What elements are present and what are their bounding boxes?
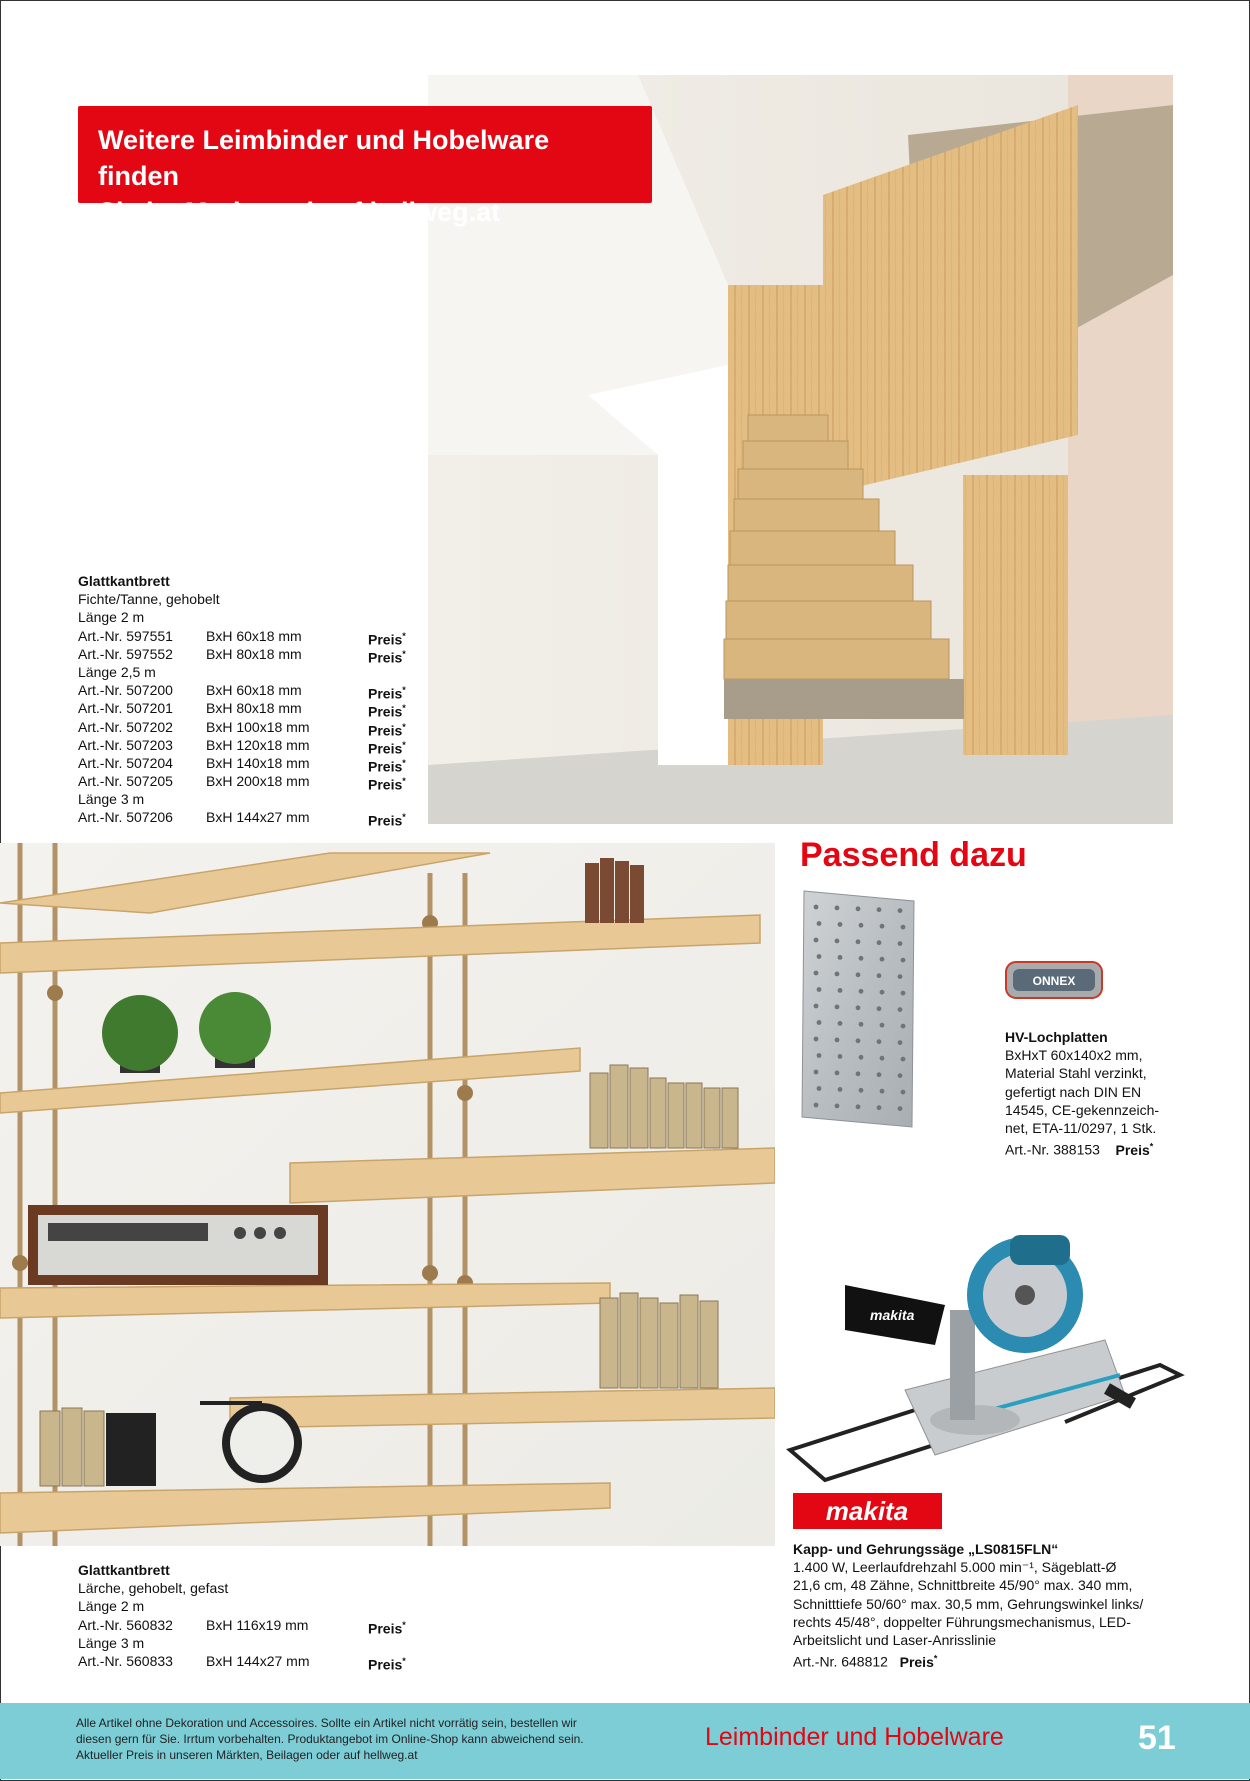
article-row	[78, 772, 428, 793]
saw-line-5: Arbeitslicht und Laser-Anrisslinie	[793, 1632, 997, 1649]
shelf-photo	[0, 843, 775, 1546]
hv-art-row	[1005, 1137, 1205, 1159]
hv-lochplatten-spec	[1005, 1028, 1205, 1159]
article-number: Art.-Nr. 560832	[78, 1616, 173, 1633]
passend-dazu-heading: Passend dazu	[800, 836, 1027, 874]
product-title: Kapp- und Gehrungssäge „LS0815FLN“	[793, 1541, 1059, 1557]
article-number: Art.-Nr. 507206	[78, 809, 173, 826]
length-label: Länge 2,5 m	[78, 663, 156, 680]
article-number: Art.-Nr. 507202	[78, 718, 173, 735]
article-number: Art.-Nr. 507205	[78, 773, 173, 790]
length-heading	[78, 790, 428, 808]
article-number: Art.-Nr. 648812	[793, 1653, 888, 1670]
dimensions: BxH 80x18 mm	[206, 645, 302, 662]
article-row	[78, 718, 428, 739]
dimensions: BxH 140x18 mm	[206, 754, 310, 771]
article-number: Art.-Nr. 507204	[78, 754, 173, 771]
disclaimer-line-3: Aktueller Preis in unseren Märkten, Beilagen oder auf hellweg.at	[76, 1748, 418, 1762]
banner-line-2: Sie im Markt und auf hellweg.at	[98, 197, 501, 227]
product-description: Fichte/Tanne, gehobelt	[78, 591, 220, 608]
article-number: Art.-Nr. 597552	[78, 645, 173, 662]
page-footer	[0, 1703, 1250, 1779]
onnex-logo	[1005, 961, 1103, 999]
article-row	[78, 808, 428, 830]
dimensions: BxH 60x18 mm	[206, 627, 302, 644]
article-number: Art.-Nr. 388153	[1005, 1141, 1100, 1158]
makita-logo-text: makita	[825, 1496, 909, 1526]
article-number: Art.-Nr. 507203	[78, 736, 173, 753]
hv-line-5: net, ETA-11/0297, 1 Stk.	[1005, 1120, 1157, 1137]
dimensions: BxH 60x18 mm	[206, 682, 302, 699]
onnex-logo-text: ONNEX	[1032, 974, 1076, 988]
saw-line-2: 21,6 cm, 48 Zähne, Schnittbreite 45/90° max. 340 mm,	[793, 1577, 1133, 1594]
hv-line-4: 14545, CE-gekennzeich-	[1005, 1101, 1160, 1118]
hv-line-3: gefertigt nach DIN EN	[1005, 1083, 1142, 1100]
saw-line-3: Schnitttiefe 50/60° max. 30,5 mm, Gehrungswinkel links/	[793, 1595, 1144, 1612]
product-title: Glattkantbrett	[78, 573, 170, 589]
length-heading	[78, 608, 428, 626]
article-number: Art.-Nr. 597551	[78, 627, 173, 644]
footer-disclaimer	[76, 1715, 676, 1763]
product-rows	[78, 608, 428, 830]
dimensions: BxH 100x18 mm	[206, 718, 310, 735]
length-label: Länge 2 m	[78, 1598, 145, 1615]
price-label: Preis*	[368, 630, 406, 648]
article-row	[78, 1652, 428, 1673]
dimensions: BxH 120x18 mm	[206, 736, 310, 753]
saw-bag-text: makita	[870, 1307, 915, 1323]
article-row	[78, 736, 428, 757]
disclaimer-line-2: diesen gern für Sie. Irrtum vorbehalten. Produktangebot im Online-Shop kann abweichend sein.	[76, 1732, 584, 1746]
price-label: Preis*	[368, 648, 406, 666]
price-label: Preis*	[368, 1655, 406, 1673]
price-label: Preis*	[899, 1653, 938, 1670]
perforated-plate-image	[800, 887, 918, 1132]
length-heading	[78, 1597, 428, 1615]
length-label: Länge 3 m	[78, 1634, 145, 1651]
dimensions: BxH 116x19 mm	[206, 1616, 309, 1633]
price-label: Preis*	[1115, 1141, 1154, 1158]
page-number: 51	[1138, 1719, 1176, 1757]
article-row	[78, 699, 428, 720]
miter-saw-spec	[793, 1540, 1193, 1671]
product-rows	[78, 1597, 428, 1673]
dimensions: BxH 200x18 mm	[206, 773, 310, 790]
article-number: Art.-Nr. 507200	[78, 682, 173, 699]
hv-line-2: Material Stahl verzinkt,	[1005, 1065, 1147, 1082]
saw-line-4: rechts 45/48°, doppelter Führungsmechanismus, LED-	[793, 1613, 1131, 1630]
product-spec-larch	[78, 1561, 428, 1673]
length-heading	[78, 663, 428, 681]
article-number: Art.-Nr. 560833	[78, 1652, 173, 1669]
article-number: Art.-Nr. 507201	[78, 700, 173, 717]
length-label: Länge 3 m	[78, 791, 145, 808]
article-row	[78, 1616, 428, 1637]
article-row	[78, 627, 428, 648]
price-label: Preis*	[368, 757, 406, 775]
promo-banner	[78, 106, 652, 227]
dimensions: BxH 144x27 mm	[206, 1652, 310, 1669]
article-row	[78, 754, 428, 775]
product-title: Glattkantbrett	[78, 1562, 170, 1578]
saw-line-1: 1.400 W, Leerlaufdrehzahl 5.000 min⁻¹, Sägeblatt-Ø	[793, 1559, 1117, 1576]
article-row	[78, 681, 428, 702]
price-label: Preis*	[368, 776, 406, 793]
price-label: Preis*	[368, 739, 406, 757]
dimensions: BxH 80x18 mm	[206, 700, 302, 717]
price-label: Preis*	[368, 703, 406, 720]
article-row	[78, 645, 428, 666]
price-label: Preis*	[368, 721, 406, 739]
dimensions: BxH 144x27 mm	[206, 809, 310, 826]
section-title: Leimbinder und Hobelware	[705, 1723, 1004, 1751]
product-title: HV-Lochplatten	[1005, 1029, 1108, 1045]
miter-saw-image	[785, 1190, 1200, 1495]
saw-art-row	[793, 1649, 1193, 1671]
price-label: Preis*	[368, 685, 406, 702]
product-spec-spruce	[78, 572, 428, 830]
disclaimer-line-1: Alle Artikel ohne Dekoration und Accessoires. Sollte ein Artikel nicht vorrätig sein, bestellen wir	[76, 1716, 577, 1730]
length-label: Länge 2 m	[78, 609, 145, 626]
product-description: Lärche, gehobelt, gefast	[78, 1580, 229, 1597]
banner-line-1: Weitere Leimbinder und Hobelware finden	[98, 125, 550, 191]
hv-line-1: BxHxT 60x140x2 mm,	[1005, 1047, 1143, 1064]
makita-logo	[793, 1493, 942, 1529]
price-label: Preis*	[368, 812, 406, 830]
price-label: Preis*	[368, 1619, 406, 1637]
length-heading	[78, 1634, 428, 1652]
